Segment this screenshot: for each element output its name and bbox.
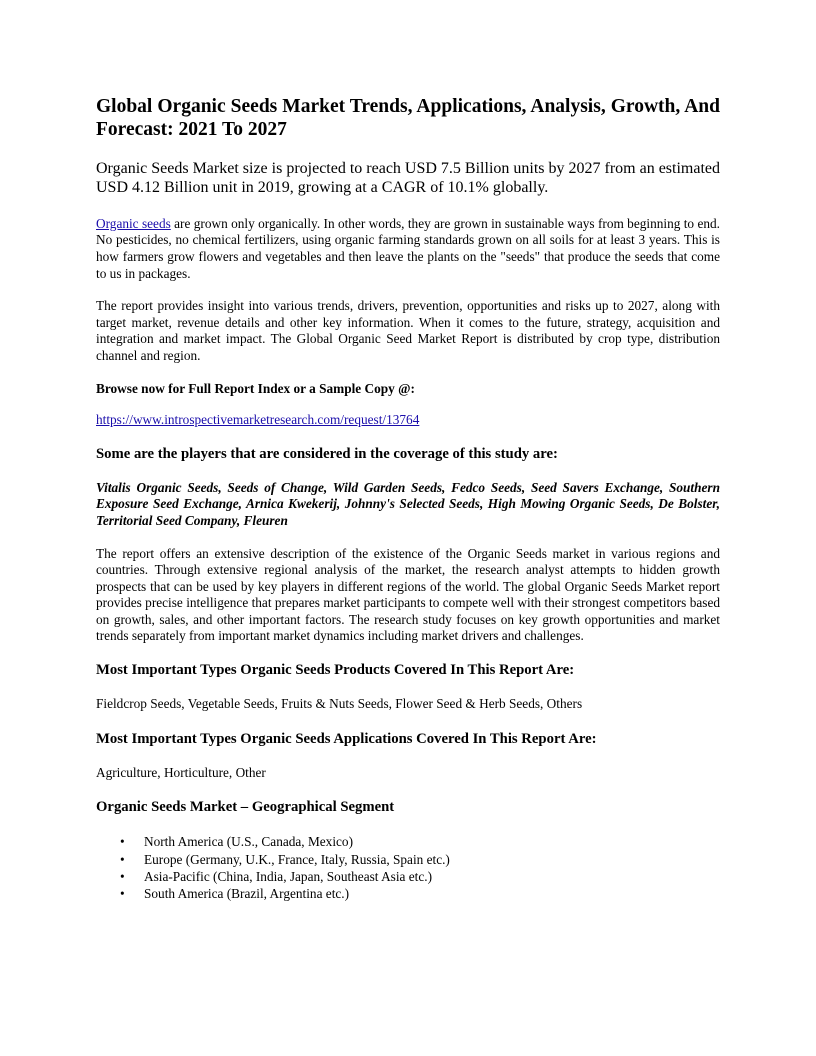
players-list: Vitalis Organic Seeds, Seeds of Change, Wild Garden Seeds, Fedco Seeds, Seed Savers Exchange, Southern Exposure Seed Exchange, Arnica Kwekerij, Johnny's Selected Seeds, High Mowing Organic Seeds, De Bolster, Territorial Seed Company, Fleuren (96, 479, 720, 528)
applications-list: Agriculture, Horticulture, Other (96, 764, 266, 780)
region-label: Europe (Germany, U.K., France, Italy, Russia, Spain etc.) (144, 851, 450, 867)
bullet-icon: • (120, 886, 125, 902)
products-list: Fieldcrop Seeds, Vegetable Seeds, Fruits & Nuts Seeds, Flower Seed & Herb Seeds, Others (96, 696, 583, 712)
bullet-icon: • (120, 868, 125, 884)
browse-label: Browse now for Full Report Index or a Sample Copy @: (96, 380, 415, 396)
region-label: Asia-Pacific (China, India, Japan, Southeast Asia etc.) (144, 868, 433, 884)
bullet-icon: • (120, 834, 125, 850)
geo-heading: Organic Seeds Market – Geographical Segment (96, 799, 395, 816)
region-item (96, 868, 720, 885)
lead-paragraph: Organic Seeds Market size is projected to reach USD 7.5 Billion units by 2027 from an estimated USD 4.12 Billion unit in 2019, growing at a CAGR of 10.1% globally. (96, 159, 721, 196)
products-heading: Most Important Types Organic Seeds Products Covered In This Report Are: (96, 662, 575, 679)
document-title: Global Organic Seeds Market Trends, Applications, Analysis, Growth, And Forecast: 2021 To 2027 (96, 96, 720, 141)
browse-url-paragraph (96, 412, 720, 429)
bullet-icon: • (120, 851, 125, 867)
intro-text: are grown only organically. In other words, they are grown in sustainable ways from beginning to end. No pesticides, no chemical fertilizers, using organic farming standards grown on all soils for at least 3 years. This is how farmers grow flowers and vegetables and then leave the plants on the "seeds" that produce the seeds that come to us in packages. (96, 215, 720, 281)
players-heading: Some are the players that are considered in the coverage of this study are: (96, 445, 558, 462)
intro-paragraph (96, 216, 720, 282)
document-page (96, 95, 720, 902)
sample-request-link[interactable]: https://www.introspectivemarketresearch.com/request/13764 (96, 412, 420, 428)
description-paragraph: The report offers an extensive description of the existence of the Organic Seeds market in various regions and countries. Through extensive regional analysis of the market, the research analyst attempts to hidden growth prospects that can be used by key players in different regions of the world. The global Organic Seeds Market report provides precise intelligence that prepares market participants to compete well with their strongest competitors based on growth, sales, and other important factors. The research study focuses on key growth opportunities and market trends separately from important market dynamics including market drivers and challenges. (96, 545, 720, 644)
region-item (96, 885, 720, 902)
region-item (96, 851, 720, 868)
regions-list (96, 833, 720, 902)
report-insight-paragraph: The report provides insight into various trends, drivers, prevention, opportunities and risks up to 2027, along with target market, revenue details and other key information. When it comes to the future, strategy, acquisition and integration and market impact. The Global Organic Seed Market Report is distributed by crop type, distribution channel and region. (96, 298, 720, 363)
region-item (96, 833, 720, 850)
region-label: South America (Brazil, Argentina etc.) (144, 886, 350, 902)
region-label: North America (U.S., Canada, Mexico) (144, 834, 353, 850)
applications-heading: Most Important Types Organic Seeds Applications Covered In This Report Are: (96, 730, 597, 747)
organic-seeds-link[interactable]: Organic seeds (96, 215, 171, 231)
